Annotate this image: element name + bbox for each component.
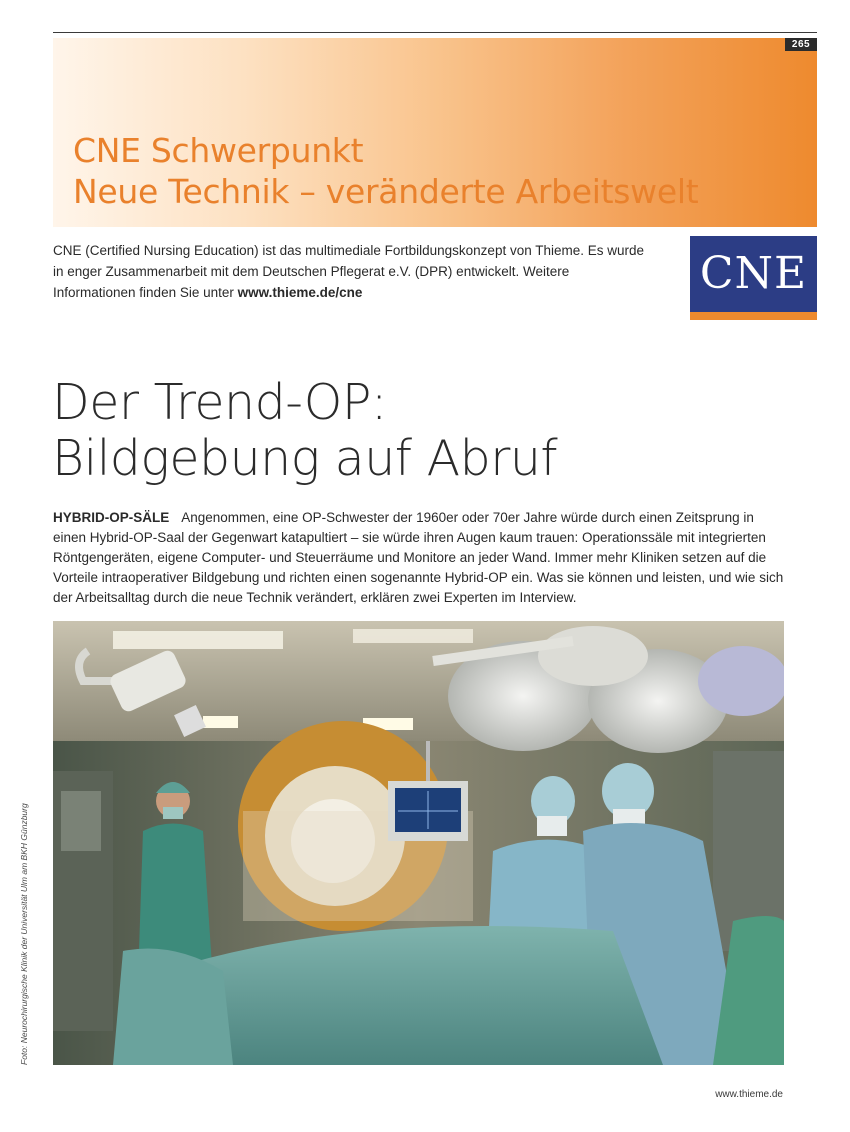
article-headline — [52, 375, 557, 487]
cne-logo-box — [690, 236, 817, 312]
operating-room-illustration — [53, 621, 784, 1065]
header-banner — [53, 38, 817, 227]
operating-room-photo — [53, 621, 784, 1065]
banner-title-line2: Neue Technik – veränderte Arbeitswelt — [73, 172, 699, 211]
intro-link[interactable]: www.thieme.de/cne — [237, 285, 363, 300]
photo-credit: Foto: Neurochirurgische Klinik der Universität Ulm am BKH Günzburg — [19, 803, 29, 1065]
lead-kicker: HYBRID-OP-SÄLE — [53, 510, 170, 525]
footer-url[interactable]: www.thieme.de — [715, 1089, 783, 1100]
cne-logo-stripe — [690, 312, 817, 320]
cne-logo-text: CNE — [699, 248, 808, 299]
banner-title — [73, 130, 698, 212]
lead-text: Angenommen, eine OP-Schwester der 1960er oder 70er Jahre würde durch einen Zeitsprung in einen Hybrid-OP-Saal der Gegenwart katapultiert – sie würde ihren Augen kaum trauen: Operationssäle mit integrierten Röntgengeräten, eigene Computer- und Steuerräume und Monitore an jeder Wand. Immer mehr Kliniken setzen auf die Vorteile intraoperativer Bildgebung und richten einen sogenannte Hybrid-OP ein. Was sie können und leisten, und wie sich der Arbeitsalltag durch die neue Technik verändert, erklären zwei Experten im Interview. — [53, 510, 784, 605]
headline-line2: Bildgebung auf Abruf — [52, 430, 558, 487]
article-lead — [53, 508, 788, 608]
intro-text — [53, 240, 653, 303]
intro-body: CNE (Certified Nursing Education) ist das multimediale Fortbildungskonzept von Thieme. Es wurde in enger Zusammenarbeit mit dem Deutschen Pflegerat e.V. (DPR) entwickelt. Weitere Informationen finden Sie unter — [53, 243, 645, 300]
cne-logo — [690, 236, 817, 320]
page-number: 265 — [785, 38, 817, 51]
top-rule — [53, 32, 817, 33]
headline-line1: Der Trend-OP: — [52, 374, 387, 431]
banner-title-line1: CNE Schwerpunkt — [73, 131, 364, 170]
